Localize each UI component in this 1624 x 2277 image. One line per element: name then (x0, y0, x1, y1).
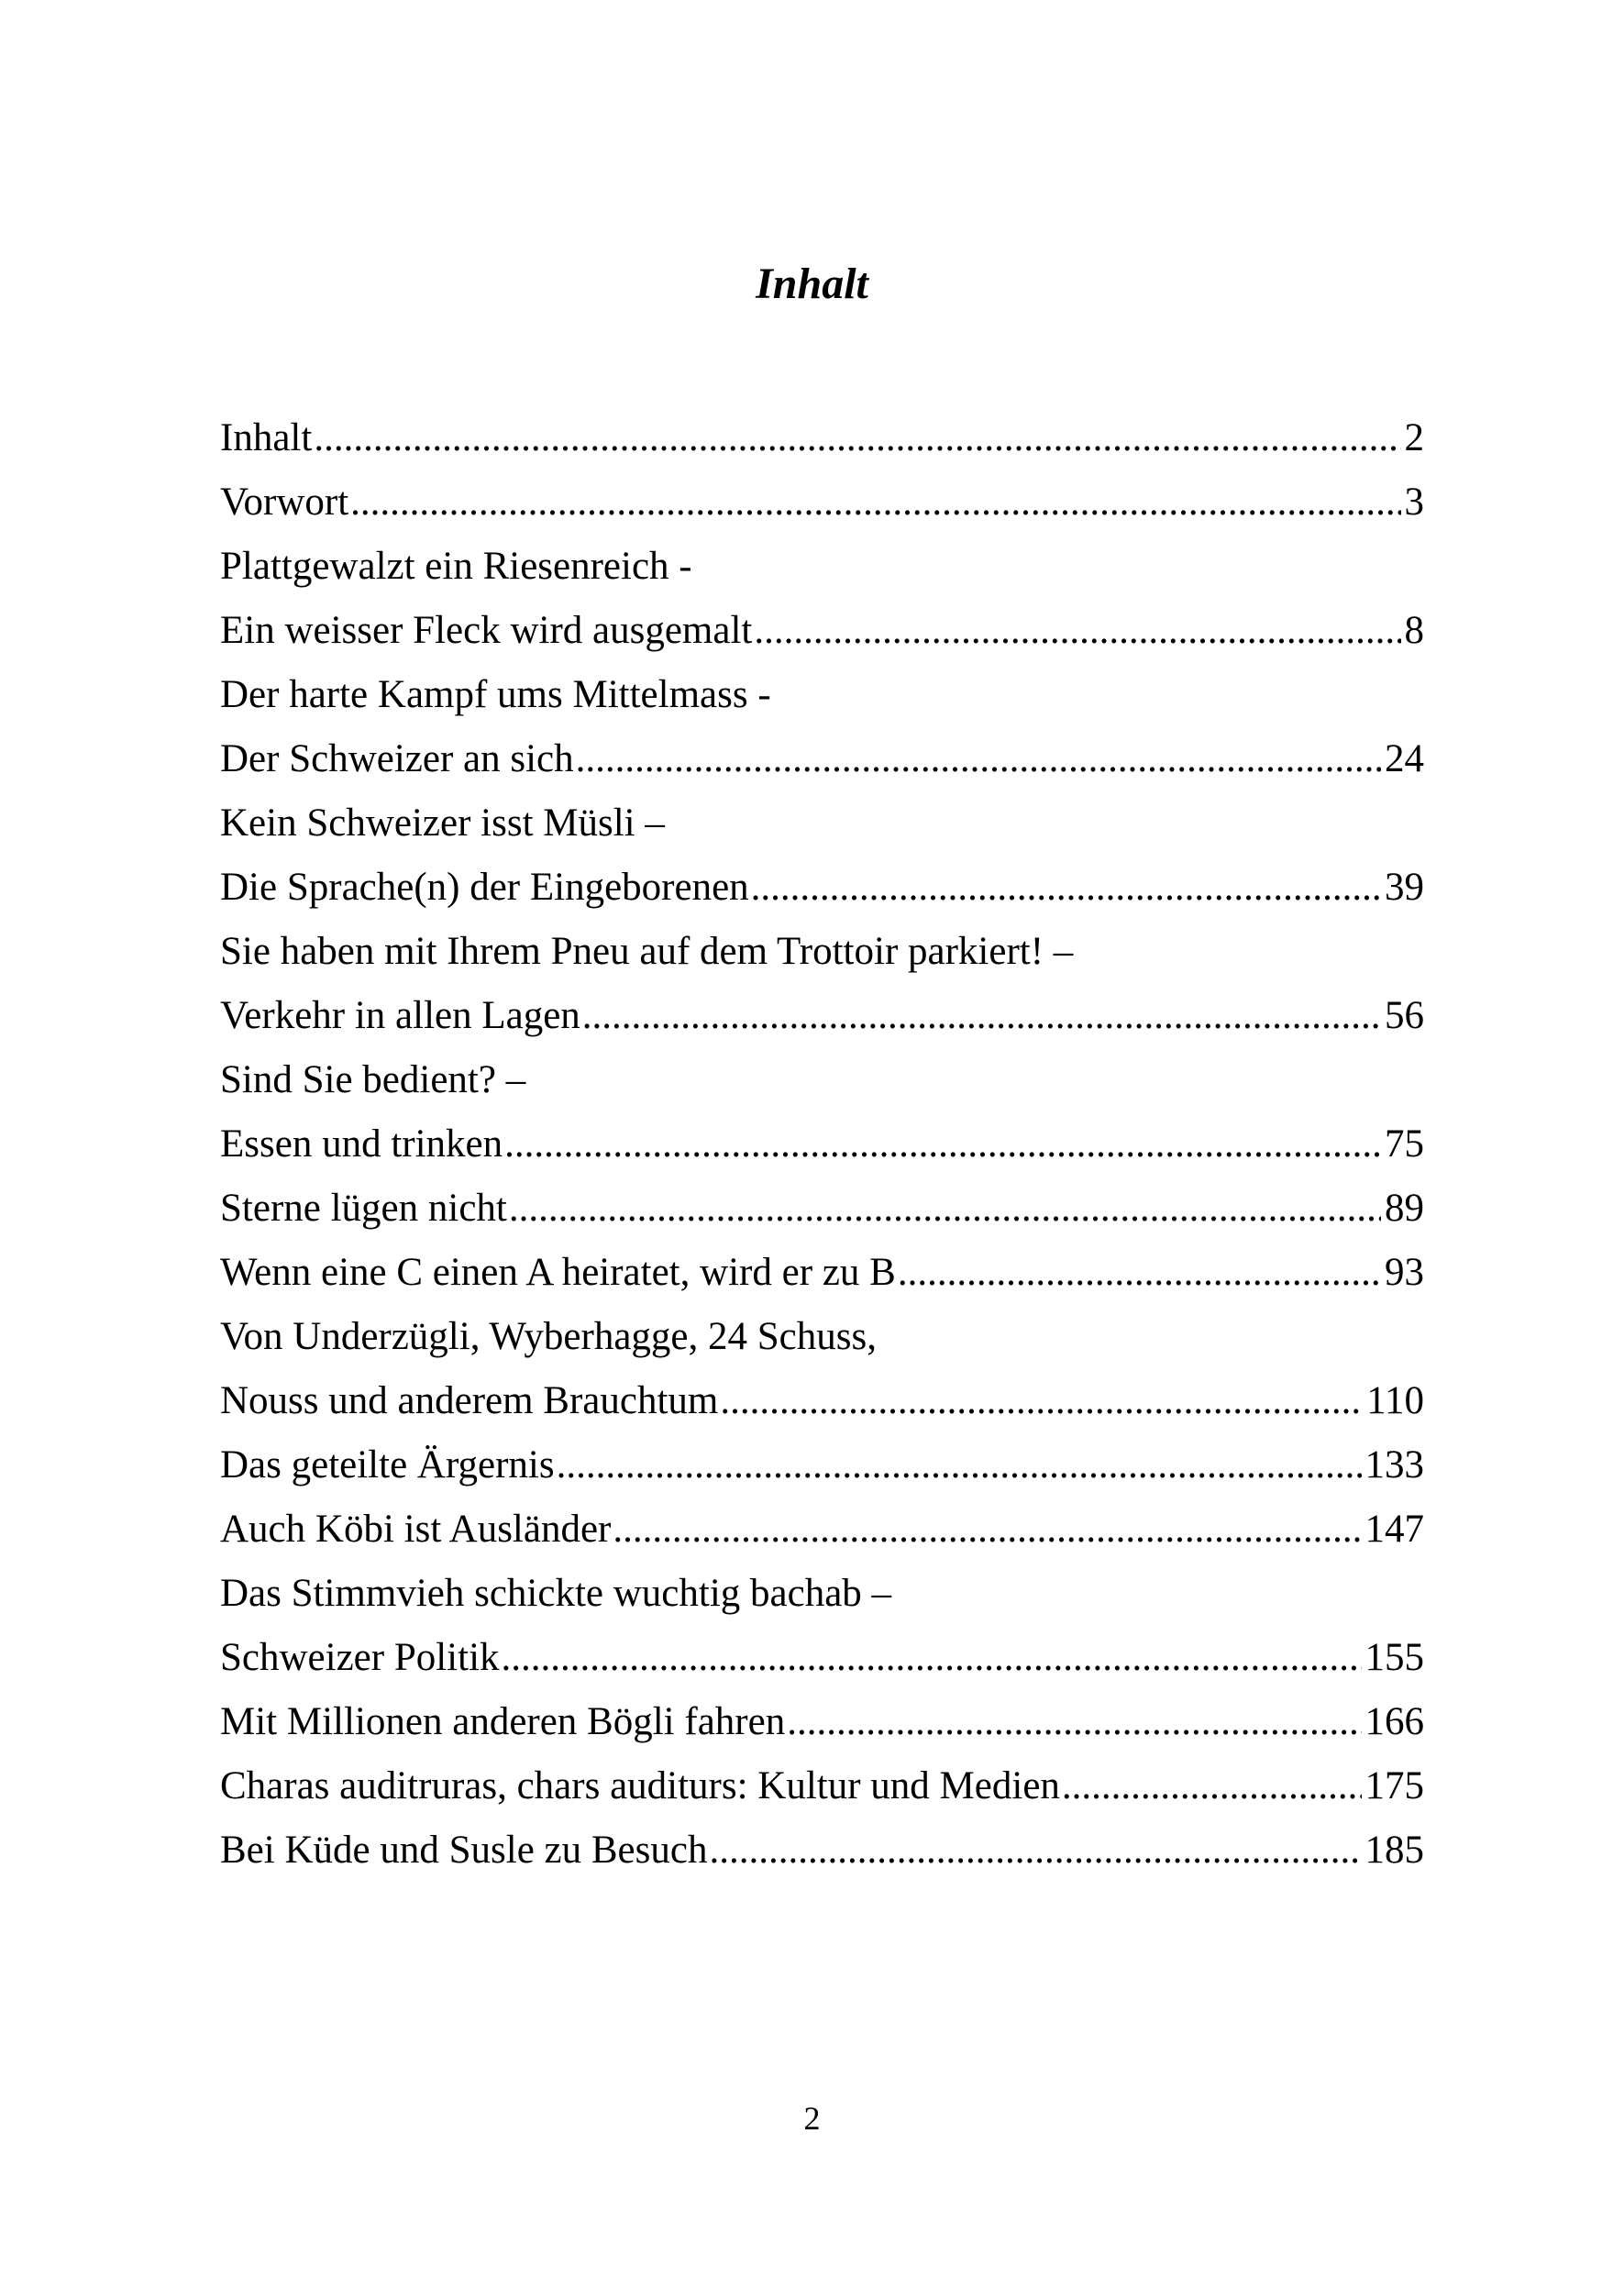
toc-entry-page: 147 (1364, 1508, 1424, 1551)
toc-entry (220, 727, 1424, 791)
toc-dot-leader (709, 1818, 1361, 1883)
page-number: 2 (803, 2100, 821, 2137)
toc-entry (220, 1626, 1424, 1690)
toc-entry (220, 1177, 1424, 1241)
toc-entry-page: 175 (1364, 1764, 1424, 1807)
toc-entry-title: Verkehr in allen Lagen (220, 994, 580, 1037)
toc-entry-page: 39 (1385, 866, 1424, 909)
toc-entry (220, 920, 1424, 984)
toc-entry (220, 856, 1424, 920)
toc-dot-leader (787, 1690, 1361, 1754)
toc-entry-title: Vorwort (220, 481, 349, 524)
toc-dot-leader (613, 1498, 1361, 1562)
toc-entry (220, 1562, 1424, 1626)
toc-entry-page: 89 (1385, 1187, 1424, 1230)
toc-entry-title: Sterne lügen nicht (220, 1187, 507, 1230)
toc-entry-title: Schweizer Politik (220, 1636, 500, 1679)
toc-entry (220, 1305, 1424, 1369)
toc-entry (220, 406, 1424, 470)
page-title: Inhalt (756, 260, 868, 308)
toc-dot-leader (557, 1433, 1362, 1498)
toc-dot-leader (502, 1626, 1362, 1690)
toc-dot-leader (754, 599, 1400, 663)
toc-entry-title: Das Stimmvieh schickte wuchtig bachab – (220, 1572, 892, 1615)
toc-entry (220, 1498, 1424, 1562)
toc-entry (220, 1433, 1424, 1498)
toc-entry-page: 133 (1364, 1443, 1424, 1487)
toc-entry-title: Essen und trinken (220, 1122, 503, 1166)
toc-dot-leader (350, 470, 1400, 535)
toc-entry-title: Bei Küde und Susle zu Besuch (220, 1829, 708, 1872)
toc-entry (220, 535, 1424, 599)
toc-entry (220, 470, 1424, 535)
toc-entry (220, 1369, 1424, 1433)
toc-entry-title: Der Schweizer an sich (220, 737, 574, 780)
toc-entry-title: Nouss und anderem Brauchtum (220, 1379, 719, 1422)
toc-entry-page: 155 (1364, 1636, 1424, 1679)
toc-dot-leader (314, 406, 1400, 470)
toc-dot-leader (1062, 1754, 1362, 1818)
toc-entry-page: 8 (1404, 609, 1424, 652)
toc-entry (220, 1112, 1424, 1177)
toc-dot-leader (504, 1112, 1381, 1177)
toc-entry-title: Sie haben mit Ihrem Pneu auf dem Trottoir parkiert! – (220, 930, 1074, 973)
toc-entry (220, 1241, 1424, 1305)
toc-entry-title: Inhalt (220, 416, 313, 459)
toc-entry-page: 3 (1404, 481, 1424, 524)
toc-entry (220, 791, 1424, 856)
toc-entry-page: 185 (1364, 1829, 1424, 1872)
toc-entry-page: 93 (1385, 1251, 1424, 1294)
toc-entry (220, 599, 1424, 663)
toc-entry-page: 2 (1404, 416, 1424, 459)
toc-entry (220, 1048, 1424, 1112)
toc-dot-leader (898, 1241, 1381, 1305)
toc-entry-page: 24 (1385, 737, 1424, 780)
toc-dot-leader (576, 727, 1381, 791)
toc-entry-page: 110 (1366, 1379, 1424, 1422)
toc-entry-title: Ein weisser Fleck wird ausgemalt (220, 609, 753, 652)
toc-entry-title: Wenn eine C einen A heiratet, wird er zu B (220, 1251, 896, 1294)
toc-entry (220, 984, 1424, 1048)
toc-dot-leader (509, 1177, 1381, 1241)
toc-entry-title: Die Sprache(n) der Eingeborenen (220, 866, 749, 909)
toc-entry-title: Der harte Kampf ums Mittelmass - (220, 673, 771, 716)
toc-entry-title: Kein Schweizer isst Müsli – (220, 801, 665, 845)
toc-entry-title: Mit Millionen anderen Bögli fahren (220, 1700, 786, 1743)
toc-entry-page: 56 (1385, 994, 1424, 1037)
toc-dot-leader (720, 1369, 1363, 1433)
toc-entry-title: Plattgewalzt ein Riesenreich - (220, 545, 692, 588)
toc-dot-leader (751, 856, 1381, 920)
toc-entry (220, 1818, 1424, 1883)
table-of-contents (220, 406, 1424, 1883)
toc-entry-title: Auch Köbi ist Ausländer (220, 1508, 612, 1551)
toc-entry (220, 663, 1424, 727)
toc-entry (220, 1754, 1424, 1818)
toc-entry-page: 166 (1364, 1700, 1424, 1743)
toc-entry-title: Von Underzügli, Wyberhagge, 24 Schuss, (220, 1315, 877, 1358)
toc-entry-title: Das geteilte Ärgernis (220, 1443, 555, 1487)
toc-entry-page: 75 (1385, 1122, 1424, 1166)
toc-entry-title: Charas auditruras, chars auditurs: Kultur und Medien (220, 1764, 1060, 1807)
toc-entry (220, 1690, 1424, 1754)
toc-dot-leader (582, 984, 1381, 1048)
toc-entry-title: Sind Sie bedient? – (220, 1058, 526, 1101)
